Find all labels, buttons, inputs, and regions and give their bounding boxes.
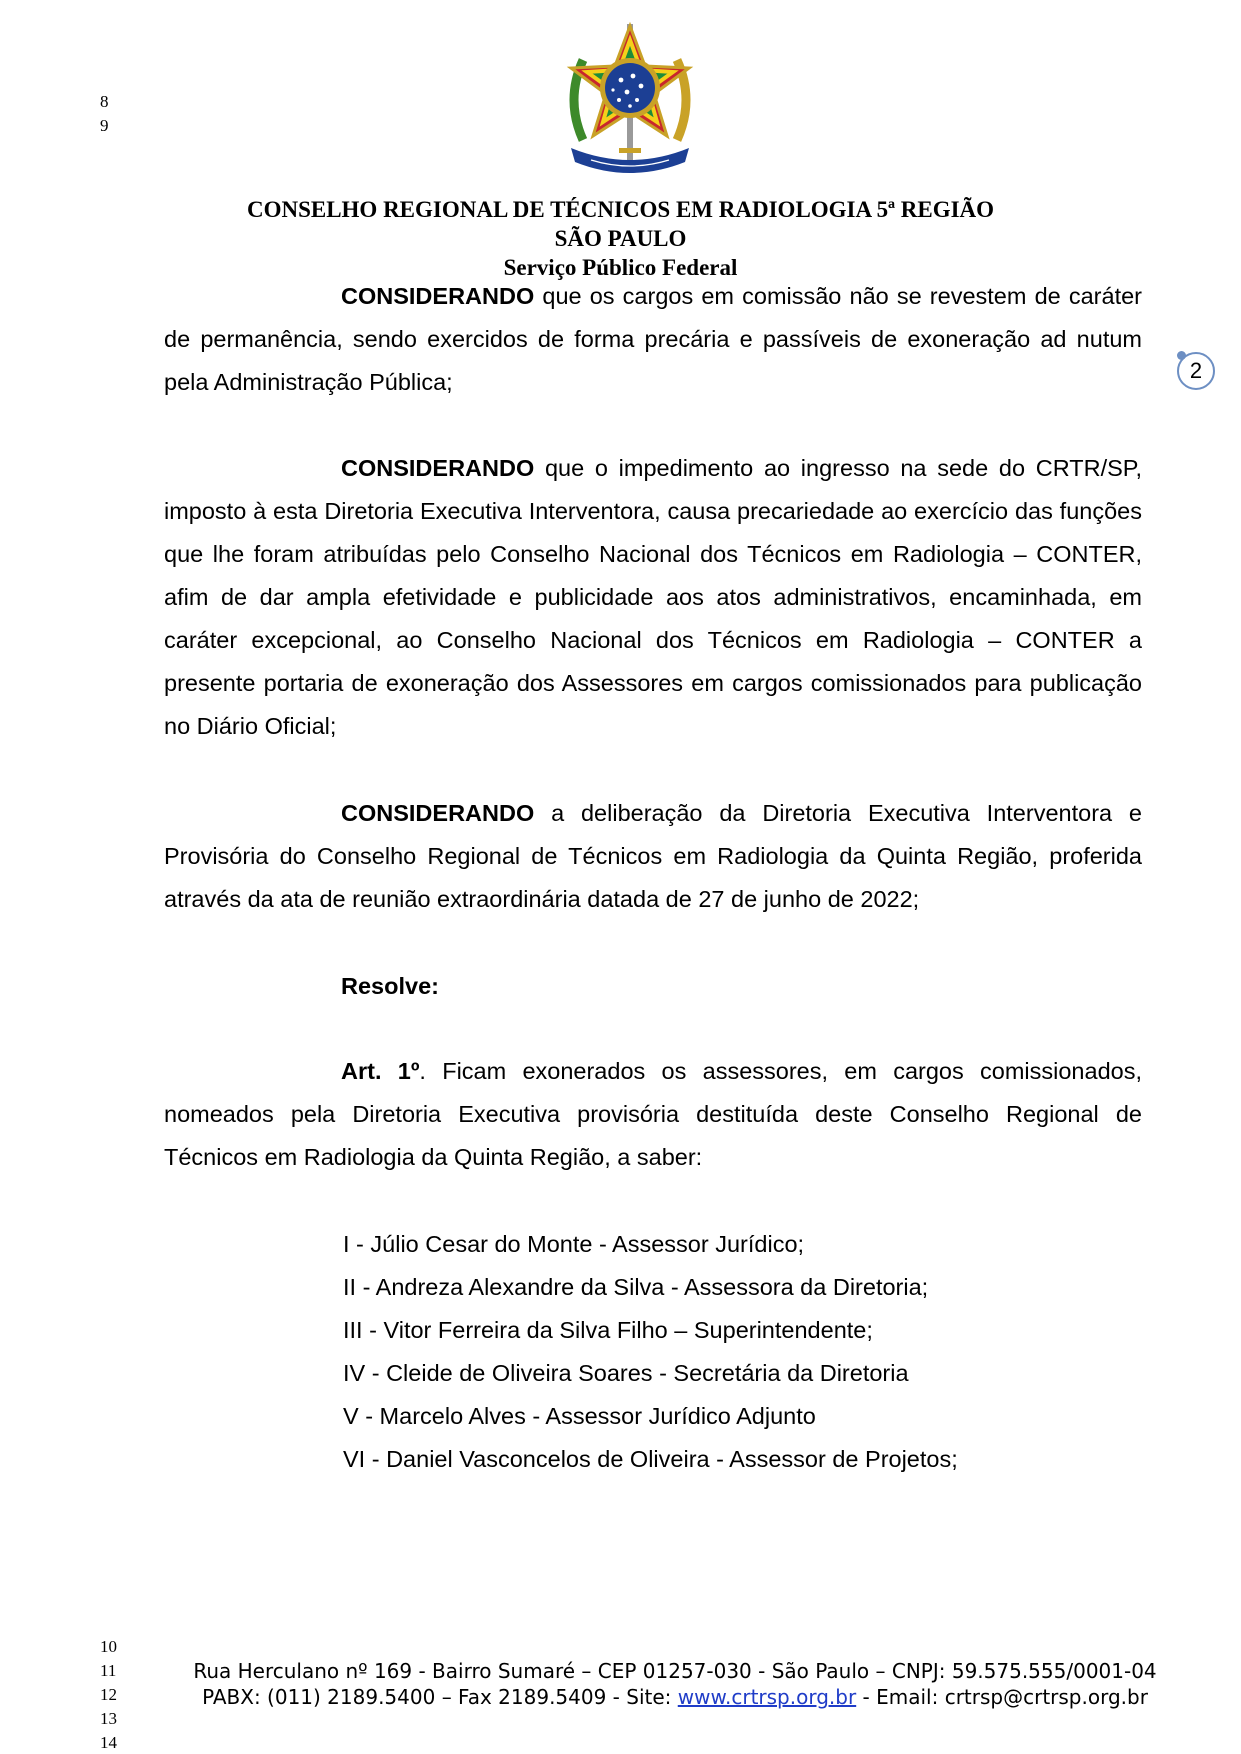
- considerando-paragraph: [164, 447, 1142, 748]
- council-region: SÃO PAULO: [554, 226, 687, 251]
- considerando-lead: CONSIDERANDO: [341, 800, 535, 826]
- resolve-heading: Resolve:: [341, 973, 439, 999]
- considerando-paragraph: [164, 275, 1142, 404]
- council-name: CONSELHO REGIONAL DE TÉCNICOS EM RADIOLOGIA 5ª REGIÃO: [246, 197, 995, 222]
- website-link[interactable]: www.crtrsp.org.br: [677, 1685, 857, 1709]
- brasao-da-republica-icon: [561, 20, 699, 178]
- paragraph-text: a deliberação da Diretoria Executiva Interventora e Provisória do Conselho Regional de Técnicos em Radiologia da Quinta Região, proferida através da ata de reunião extraordinária datada de 27 de junho de 2022;: [164, 800, 1142, 912]
- line-number: 13: [100, 1709, 117, 1728]
- list-item: I - Júlio Cesar do Monte - Assessor Jurídico;: [343, 1231, 805, 1257]
- list-item: IV - Cleide de Oliveira Soares - Secretária da Diretoria: [343, 1360, 909, 1386]
- footer-phone: PABX: (011) 2189.5400 – Fax 2189.5409 - Site:: [202, 1685, 678, 1709]
- page-number-badge: 2: [1177, 352, 1215, 390]
- list-item: V - Marcelo Alves - Assessor Jurídico Adjunto: [343, 1403, 816, 1429]
- considerando-lead: CONSIDERANDO: [341, 455, 535, 481]
- paragraph-text: que os cargos em comissão não se revestem de caráter de permanência, sendo exercidos de forma precária e passíveis de exoneração ad nutum pela Administração Pública;: [164, 283, 1142, 395]
- line-number: 8: [100, 92, 109, 111]
- paragraph-text: que o impedimento ao ingresso na sede do CRTR/SP, imposto à esta Diretoria Executiva Interventora, causa precariedade ao exercício das funções que lhe foram atribuídas pelo Conselho Nacional dos Técnicos em Radiologia – CONTER, afim de dar ampla efetividade e publicidade aos atos administrativos, encaminhada, em caráter excepcional, ao Conselho Nacional dos Técnicos em Radiologia – CONTER a presente portaria de exoneração dos Assessores em cargos comissionados para publicação no Diário Oficial;: [164, 455, 1142, 739]
- line-number: 9: [100, 116, 109, 135]
- line-number: 11: [100, 1661, 117, 1680]
- considerando-paragraph: [164, 792, 1142, 921]
- footer-address: Rua Herculano nº 169 - Bairro Sumaré – CEP 01257-030 - São Paulo – CNPJ: 59.575.555/0001-04: [193, 1659, 1157, 1683]
- exonerated-list: [343, 1223, 958, 1481]
- line-number: 14: [100, 1733, 117, 1752]
- article-text: . Ficam exonerados os assessores, em cargos comissionados, nomeados pela Diretoria Executiva provisória destituída deste Conselho Regional de Técnicos em Radiologia da Quinta Região, a saber:: [164, 1058, 1142, 1170]
- considerando-lead: CONSIDERANDO: [341, 283, 535, 309]
- line-number: 10: [100, 1637, 117, 1656]
- footer-email: - Email: crtrsp@crtrsp.org.br: [856, 1685, 1148, 1709]
- article-lead: Art. 1º: [341, 1058, 420, 1084]
- line-number: 12: [100, 1685, 117, 1704]
- article-paragraph: [164, 1050, 1142, 1179]
- list-item: VI - Daniel Vasconcelos de Oliveira - Assessor de Projetos;: [343, 1446, 958, 1472]
- page-badge-dot-icon: [1177, 351, 1186, 360]
- list-item: III - Vitor Ferreira da Silva Filho – Superintendente;: [343, 1317, 873, 1343]
- footer-contact: [160, 1684, 1190, 1710]
- council-subtitle: Serviço Público Federal: [503, 255, 738, 280]
- list-item: II - Andreza Alexandre da Silva - Assessora da Diretoria;: [343, 1274, 929, 1300]
